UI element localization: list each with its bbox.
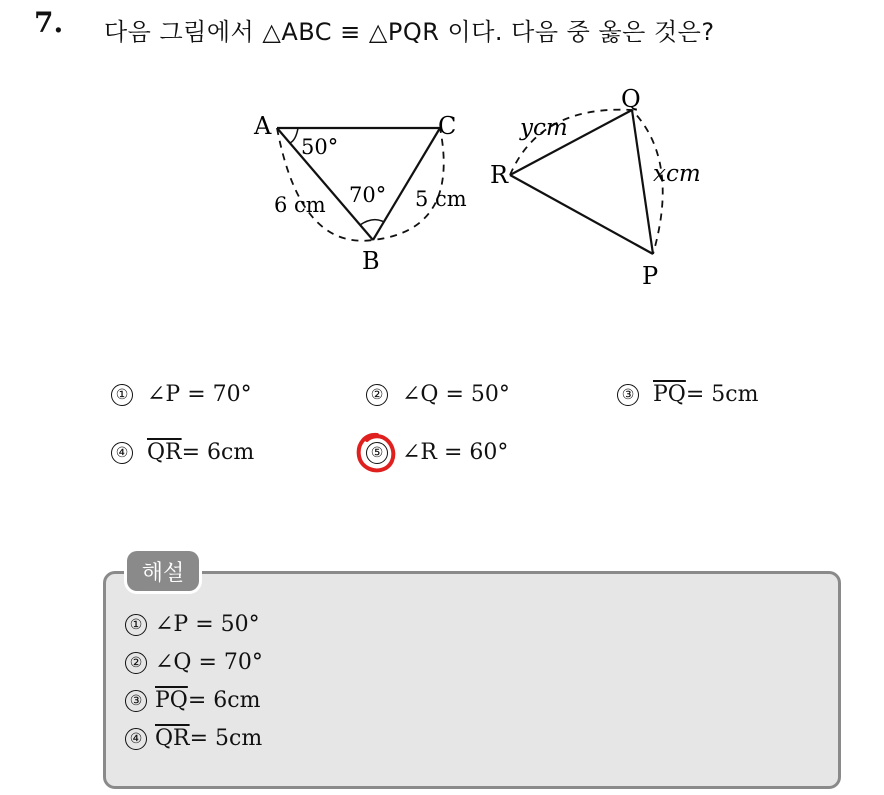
- choice-number: ②: [366, 384, 388, 406]
- choice-2[interactable]: [366, 382, 510, 407]
- angle-arc-b: [360, 220, 384, 225]
- choice-number: ③: [617, 384, 639, 406]
- choice-number: ⑤: [366, 442, 388, 464]
- side-rp: [510, 175, 653, 254]
- segment-label: $\overline{QR}$: [147, 440, 182, 465]
- label-q: Q: [621, 85, 641, 113]
- solution-text: ∠Q = 70°: [155, 650, 263, 675]
- choice-number: ④: [111, 442, 133, 464]
- solution-number: ②: [125, 652, 147, 674]
- solution-text: = 5cm: [189, 726, 263, 751]
- angle-b-label: 70°: [349, 183, 387, 207]
- solution-box: [103, 571, 841, 789]
- label-r: R: [490, 161, 509, 189]
- question-text: 다음 그림에서 △ABC ≡ △PQR 이다. 다음 중 옳은 것은?: [104, 18, 715, 46]
- side-qp: [632, 110, 653, 254]
- angle-arc-a: [290, 128, 298, 143]
- solution-number: ①: [125, 614, 147, 636]
- choice-text: ∠P = 70°: [147, 382, 252, 407]
- solution-number: ③: [125, 690, 147, 712]
- choice-1[interactable]: [111, 382, 252, 407]
- side-qp-label: xcm: [653, 161, 701, 187]
- side-rq-label: ycm: [520, 115, 568, 141]
- solution-line-1: [125, 612, 260, 637]
- solution-text: ∠P = 50°: [155, 612, 260, 637]
- choice-text: = 6cm: [181, 440, 255, 465]
- side-ab-label: 6 cm: [274, 193, 326, 217]
- choice-number: ①: [111, 384, 133, 406]
- segment-label: $\overline{PQ}$: [155, 688, 188, 713]
- solution-line-4: [125, 726, 262, 751]
- segment-label: $\overline{QR}$: [155, 726, 190, 751]
- answer-circle-mark: [353, 430, 401, 478]
- angle-a-label: 50°: [301, 135, 339, 159]
- choice-text: = 5cm: [685, 382, 759, 407]
- choice-4[interactable]: [111, 440, 254, 465]
- label-b: B: [362, 247, 380, 275]
- label-c: C: [438, 112, 457, 140]
- side-bc-label: 5 cm: [415, 187, 467, 211]
- solution-text: = 6cm: [187, 688, 261, 713]
- choice-3[interactable]: [617, 382, 758, 407]
- label-p: P: [642, 262, 659, 290]
- question-number: 7.: [34, 6, 64, 39]
- solution-line-2: [125, 650, 263, 675]
- segment-label: $\overline{PQ}$: [653, 382, 686, 407]
- solution-number: ④: [125, 728, 147, 750]
- label-a: A: [254, 112, 272, 140]
- choice-text: ∠Q = 50°: [402, 382, 510, 407]
- congruent-triangles-figure: [240, 80, 720, 290]
- choice-text: ∠R = 60°: [402, 440, 509, 465]
- solution-label: 해설: [127, 551, 199, 591]
- solution-line-3: [125, 688, 260, 713]
